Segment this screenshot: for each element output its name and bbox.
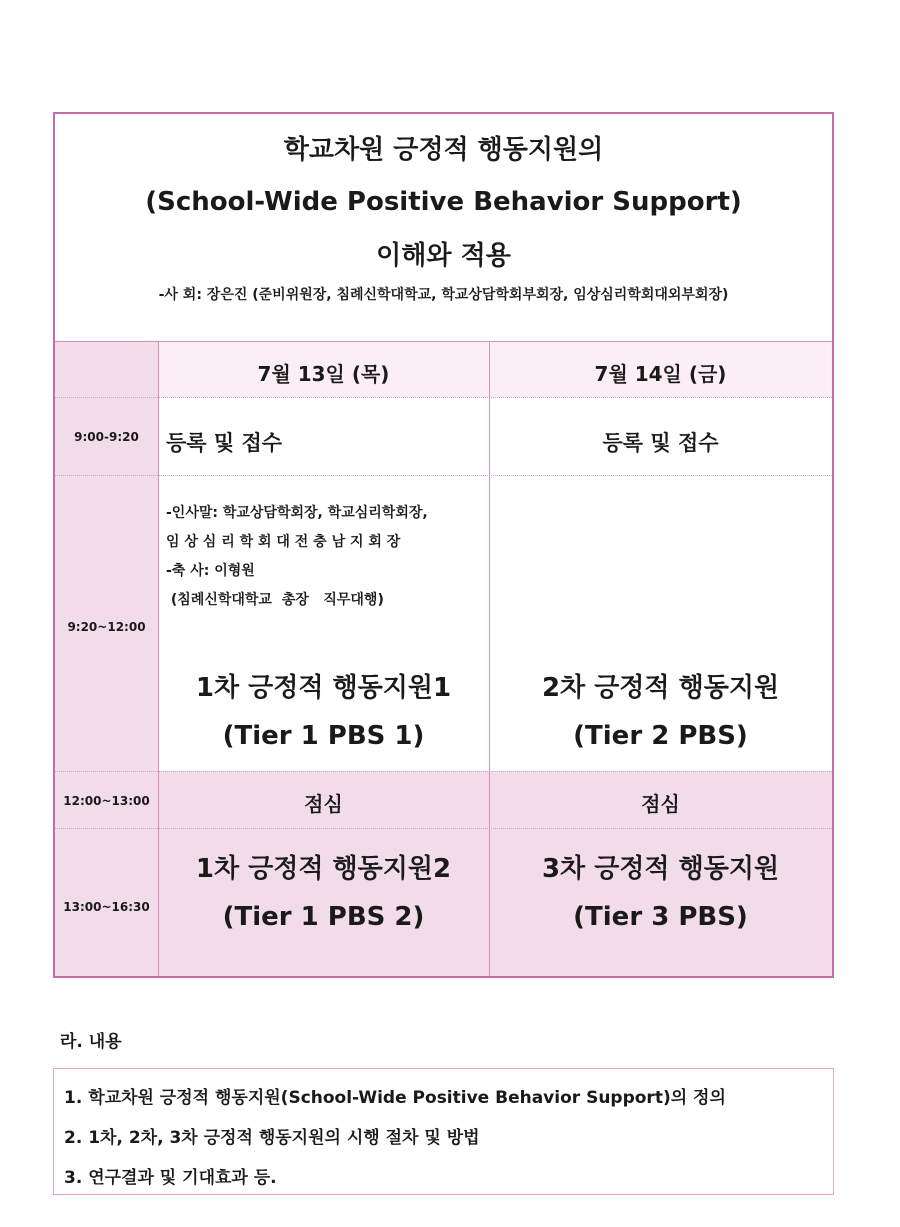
opening-line-3: -축 사: 이형원 bbox=[166, 563, 255, 579]
afternoon-day-1-sub: (Tier 1 PBS 2) bbox=[222, 902, 425, 932]
registration-day-1: 등록 및 접수 bbox=[166, 431, 283, 455]
time-slot-2: 9:20~12:00 bbox=[67, 620, 146, 634]
morning-day-1-title: 1차 긍정적 행동지원1 bbox=[195, 673, 452, 703]
afternoon-day-2-title: 3차 긍정적 행동지원 bbox=[541, 854, 780, 884]
schedule-grid bbox=[55, 341, 832, 976]
time-slot-4: 13:00~16:30 bbox=[63, 900, 150, 914]
grid-divider bbox=[55, 475, 832, 476]
time-slot-3: 12:00~13:00 bbox=[63, 794, 150, 808]
lunch-day-1: 점심 bbox=[304, 792, 343, 816]
opening-line-2: 임 상 심 리 학 회 대 전 충 남 지 회 장 bbox=[166, 534, 401, 550]
grid-divider bbox=[55, 828, 832, 829]
grid-divider bbox=[55, 397, 832, 398]
afternoon-day-2-sub: (Tier 3 PBS) bbox=[573, 902, 748, 932]
content-item-1: 1. 학교차원 긍정적 행동지원(School-Wide Positive Behavior Support)의 정의 bbox=[64, 1088, 726, 1108]
registration-day-2: 등록 및 접수 bbox=[602, 431, 719, 455]
day-2-label: 7월 14일 (금) bbox=[594, 362, 727, 386]
title-line-3: 이해와 적용 bbox=[376, 241, 511, 271]
schedule-table bbox=[53, 112, 834, 978]
morning-day-1-sub: (Tier 1 PBS 1) bbox=[222, 721, 425, 751]
day-1-label: 7월 13일 (목) bbox=[257, 362, 390, 386]
opening-line-1: -인사말: 학교상담학회장, 학교심리학회장, bbox=[166, 505, 428, 521]
content-item-3: 3. 연구결과 및 기대효과 등. bbox=[64, 1168, 277, 1188]
opening-line-4: (침례신학대학교 총장 직무대행) bbox=[166, 592, 384, 608]
morning-day-2-sub: (Tier 2 PBS) bbox=[573, 721, 748, 751]
content-box bbox=[53, 1068, 834, 1195]
content-item-2: 2. 1차, 2차, 3차 긍정적 행동지원의 시행 절차 및 방법 bbox=[64, 1128, 480, 1148]
content-section-label: 라. 내용 bbox=[60, 1032, 122, 1052]
time-slot-1: 9:00-9:20 bbox=[74, 430, 139, 444]
afternoon-day-1-title: 1차 긍정적 행동지원2 bbox=[195, 854, 452, 884]
grid-divider bbox=[55, 341, 832, 342]
grid-divider bbox=[55, 771, 832, 772]
morning-day-2-title: 2차 긍정적 행동지원 bbox=[541, 673, 780, 703]
lunch-day-2: 점심 bbox=[641, 792, 680, 816]
title-line-1: 학교차원 긍정적 행동지원의 bbox=[283, 135, 604, 165]
moderator-line: -사 회: 장은진 (준비위원장, 침례신학대학교, 학교상담학회부회장, 임상심리학회대외부회장) bbox=[158, 287, 729, 303]
schedule-header bbox=[55, 114, 832, 341]
title-line-2: (School-Wide Positive Behavior Support) bbox=[145, 187, 742, 217]
